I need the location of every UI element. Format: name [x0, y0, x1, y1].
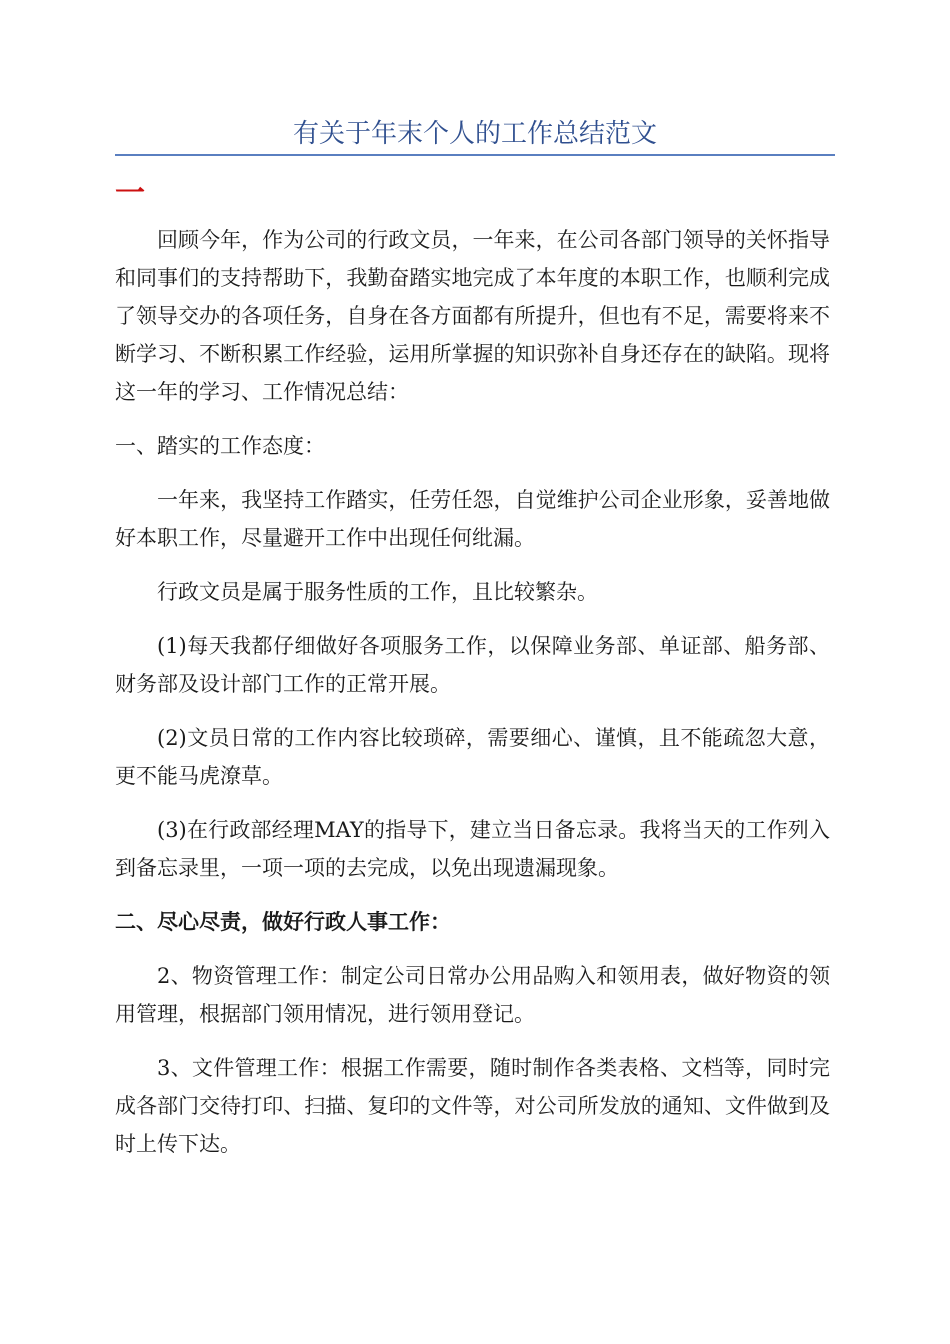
section-number: 一: [115, 176, 145, 211]
paragraph-intro: 回顾今年，作为公司的行政文员，一年来，在公司各部门领导的关怀指导和同事们的支持帮助下，我勤奋踏实地完成了本年度的本职工作，也顺利完成了领导交办的各项任务，自身在各方面都有所提升，但也有不足，需要将来不断学习、不断积累工作经验，运用所掌握的知识弥补自身还存在的缺陷。现将这一年的学习、工作情况总结：: [115, 228, 830, 404]
document-title: 有关于年末个人的工作总结范文: [292, 119, 657, 149]
paragraph-attitude: 一年来，我坚持工作踏实，任劳任怨，自觉维护公司企业形象，妥善地做好本职工作，尽量避开工作中出现任何纰漏。: [115, 488, 830, 550]
document-body: [115, 221, 830, 1179]
paragraph-item-2: (2)文员日常的工作内容比较琐碎，需要细心、谨慎，且不能疏忽大意，更不能马虎潦草。: [115, 726, 830, 788]
paragraph-item-1: (1)每天我都仔细做好各项服务工作，以保障业务部、单证部、船务部、财务部及设计部门工作的正常开展。: [115, 634, 830, 696]
paragraph-documents: 3、文件管理工作：根据工作需要，随时制作各类表格、文档等，同时完成各部门交待打印、扫描、复印的文件等，对公司所发放的通知、文件做到及时上传下达。: [115, 1056, 830, 1156]
paragraph-materials: 2、物资管理工作：制定公司日常办公用品购入和领用表，做好物资的领用管理，根据部门领用情况，进行领用登记。: [115, 964, 830, 1026]
section-heading-attitude: 一、踏实的工作态度：: [115, 434, 325, 458]
title-underline: [115, 154, 835, 156]
paragraph-item-3: (3)在行政部经理MAY的指导下，建立当日备忘录。我将当天的工作列入到备忘录里，一项一项的去完成，以免出现遗漏现象。: [115, 818, 830, 880]
section-heading-admin: 二、尽心尽责，做好行政人事工作：: [115, 909, 451, 934]
paragraph-service-nature: 行政文员是属于服务性质的工作，且比较繁杂。: [157, 580, 598, 604]
